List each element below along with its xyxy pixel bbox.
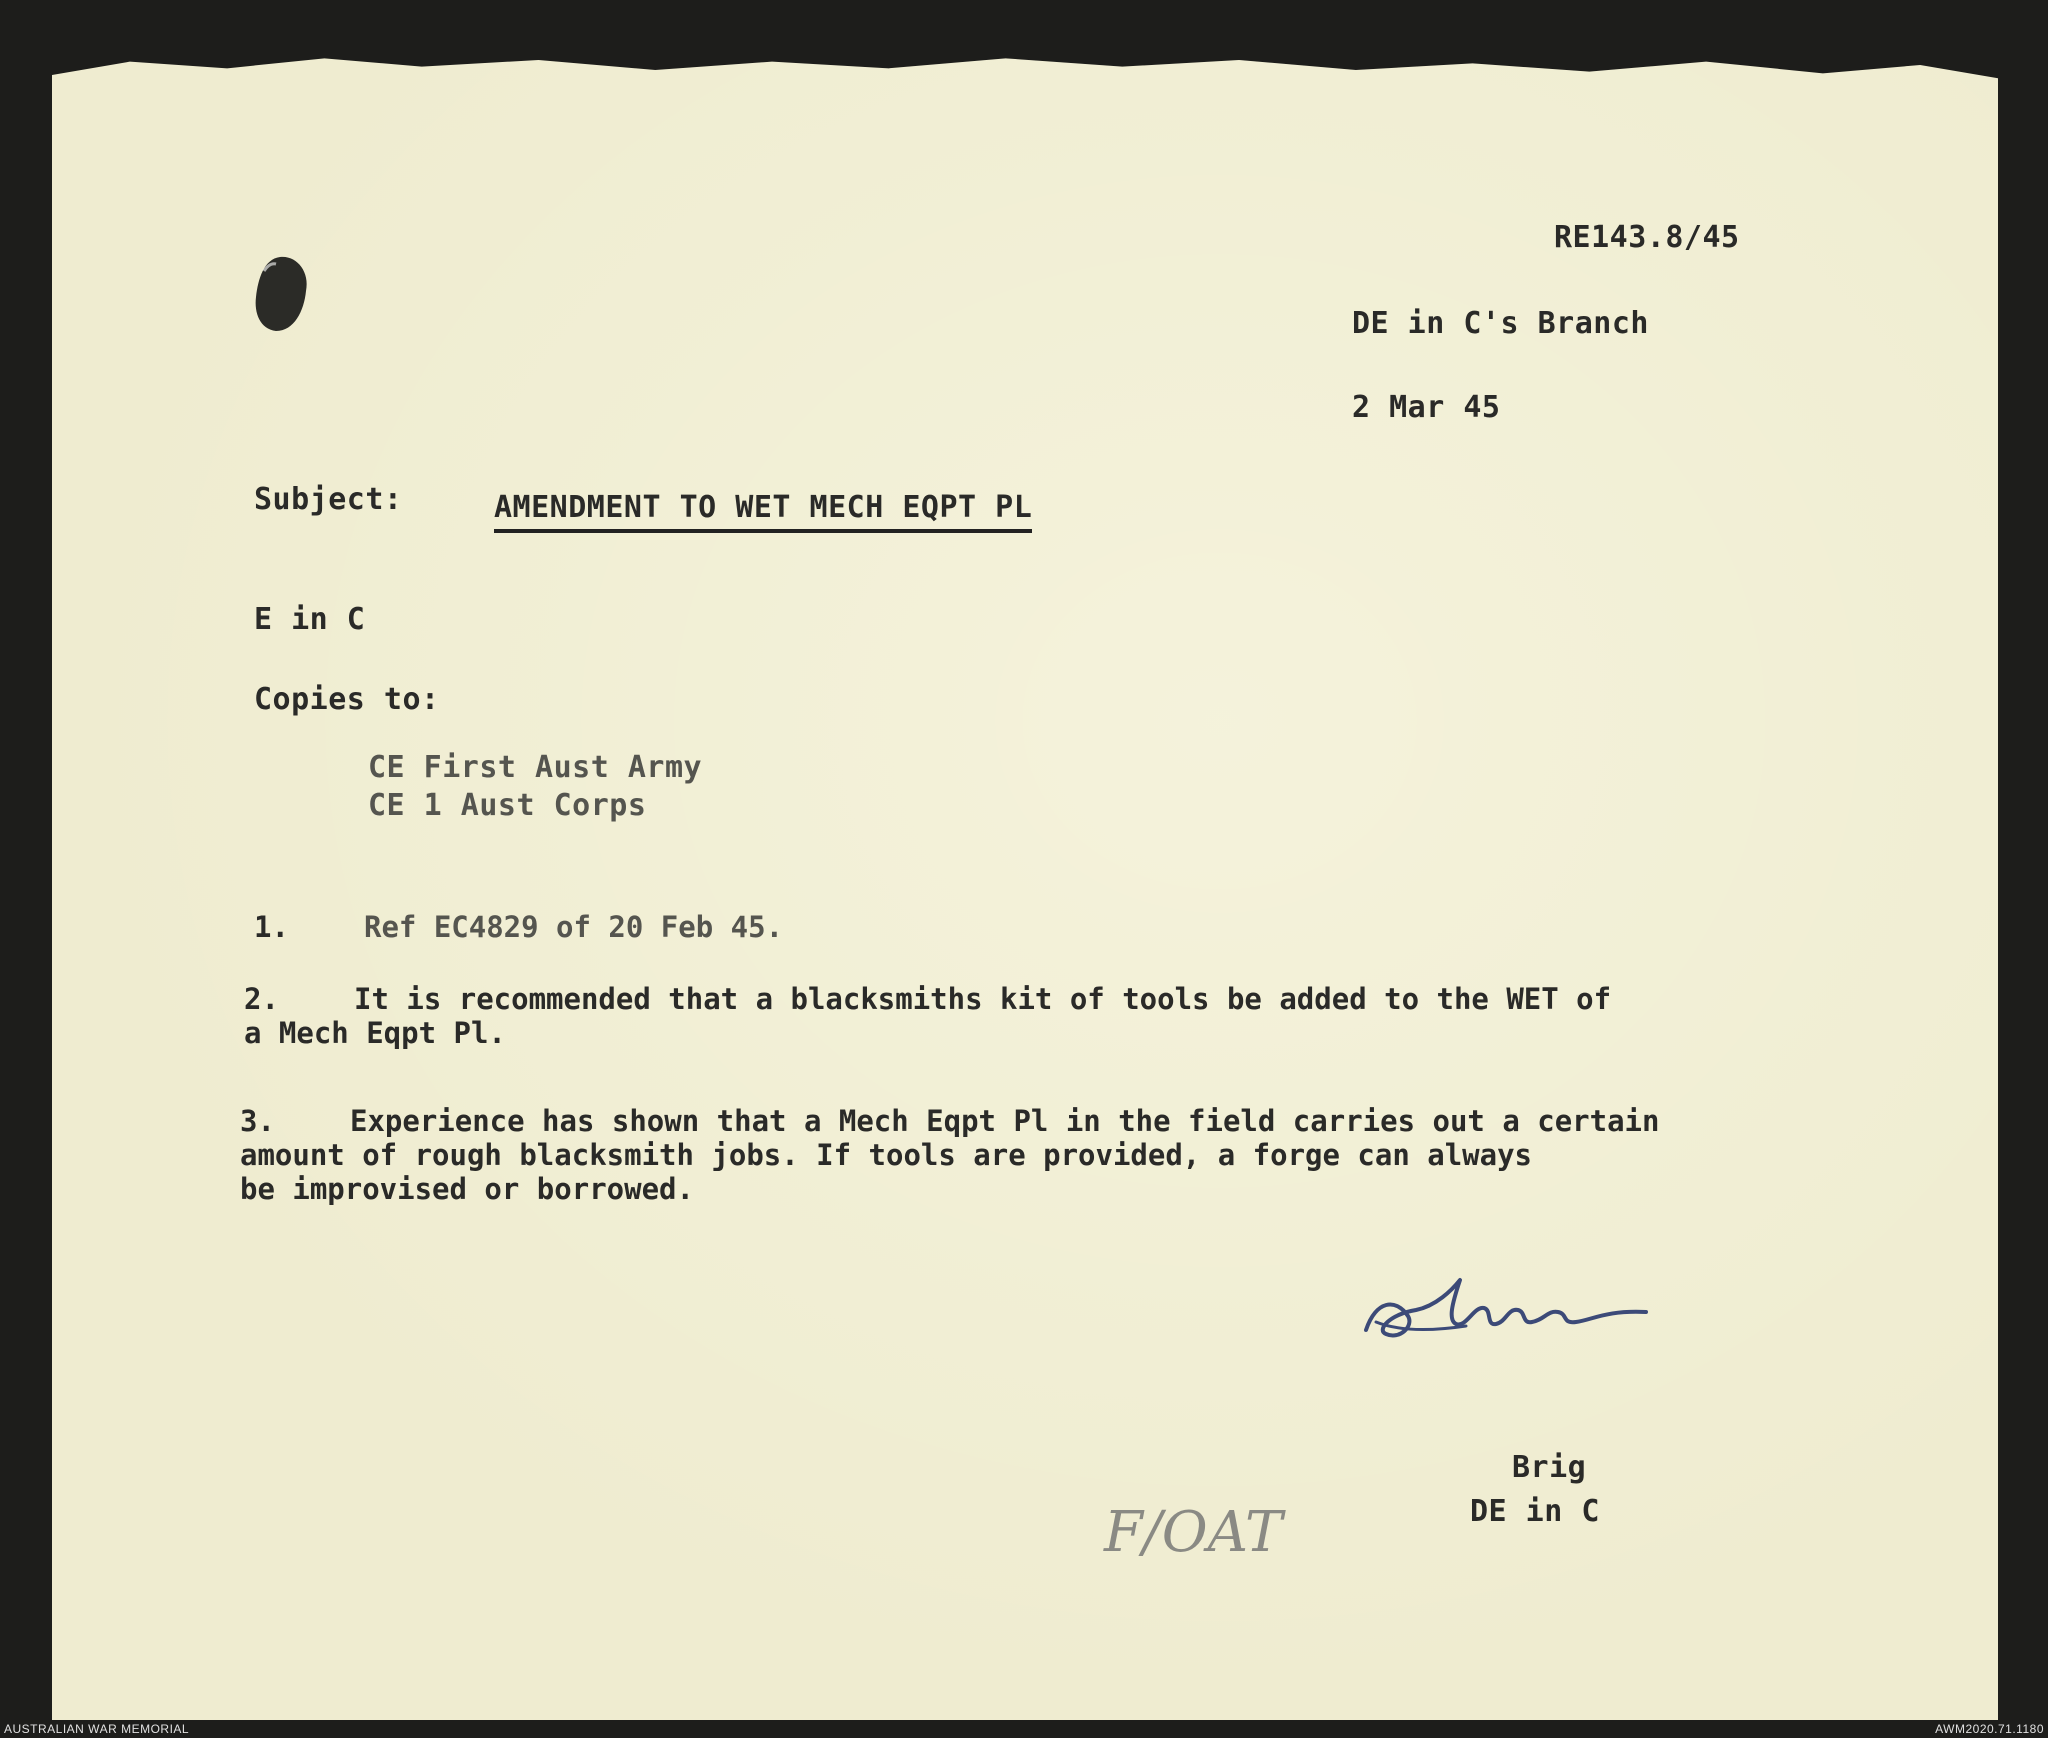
handwritten-note: F/OAT xyxy=(1104,1500,1283,1565)
addressee: E in C xyxy=(254,602,366,637)
subject-label: Subject: xyxy=(254,482,403,517)
reference-number: RE143.8/45 xyxy=(1554,220,1740,255)
paragraph-2 xyxy=(244,982,1611,1050)
paragraph-text: Ref EC4829 of 20 Feb 45. xyxy=(364,910,784,944)
footer-credit: AUSTRALIAN WAR MEMORIAL xyxy=(4,1722,190,1736)
paragraph-line: Experience has shown that a Mech Eqpt Pl in the field carries out a certain xyxy=(350,1104,1660,1138)
paragraph-line: amount of rough blacksmith jobs. If tools are provided, a forge can always xyxy=(240,1138,1533,1172)
paragraph-3 xyxy=(240,1104,1659,1206)
paragraph-line: It is recommended that a blacksmiths kit of tools be added to the WET of xyxy=(354,982,1612,1016)
document-date: 2 Mar 45 xyxy=(1352,390,1501,425)
document-page xyxy=(52,55,1998,1720)
handwritten-signature xyxy=(1356,1260,1656,1370)
copy-recipient: CE 1 Aust Corps xyxy=(368,788,647,823)
footer-accession: AWM2020.71.1180 xyxy=(1935,1722,2044,1736)
paragraph-1 xyxy=(254,910,783,944)
branch-name: DE in C's Branch xyxy=(1352,306,1649,341)
paragraph-line: be improvised or borrowed. xyxy=(240,1172,694,1206)
paragraph-line: a Mech Eqpt Pl. xyxy=(244,1016,506,1050)
punch-hole xyxy=(250,253,312,335)
signatory-rank: Brig xyxy=(1512,1450,1587,1485)
paragraph-number: 1. xyxy=(254,910,289,944)
signatory-title: DE in C xyxy=(1470,1494,1600,1529)
paragraph-number: 2. xyxy=(244,982,279,1016)
copies-label: Copies to: xyxy=(254,682,440,717)
copy-recipient: CE First Aust Army xyxy=(368,750,703,785)
paragraph-number: 3. xyxy=(240,1104,275,1138)
subject-text: AMENDMENT TO WET MECH EQPT PL xyxy=(494,490,1032,533)
